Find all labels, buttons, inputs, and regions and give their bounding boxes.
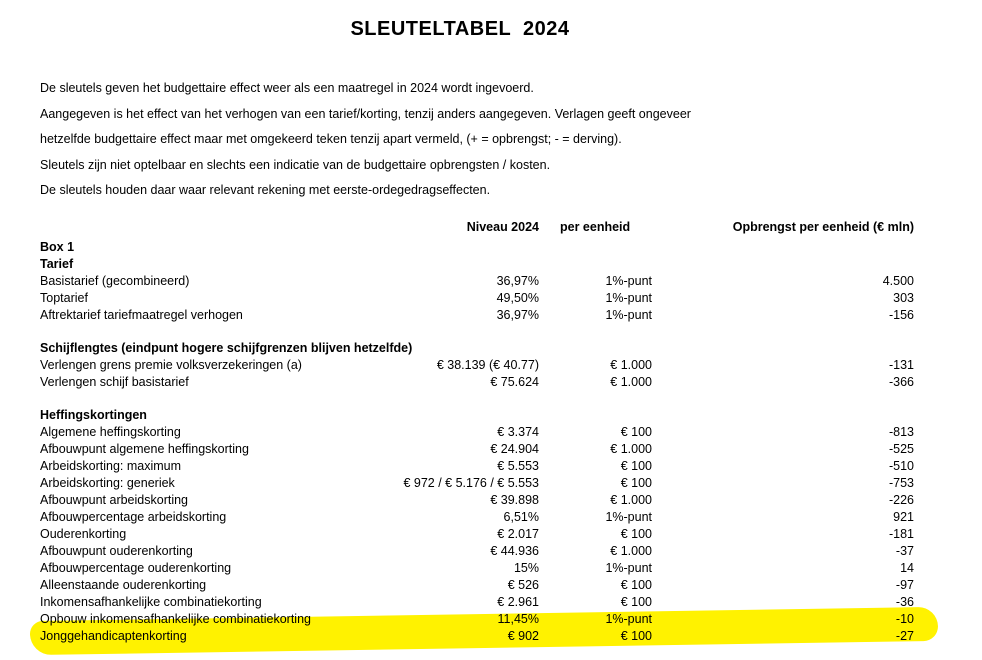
intro-line: De sleutels houden daar waar relevant rekening met eerste-ordegedragseffecten. [40,183,491,198]
row-eenheid: 1%-punt [605,561,652,575]
row-niveau: € 3.374 [497,425,539,439]
row-eenheid: € 1.000 [610,544,652,558]
table-row [0,509,982,526]
table-row [0,424,982,441]
row-eenheid: € 100 [620,476,652,490]
intro-text [40,76,920,204]
table-row [0,492,982,509]
row-niveau: 36,97% [496,274,539,288]
table-row [0,526,982,543]
column-header-eenheid: per eenheid [560,220,631,234]
row-eenheid: € 100 [620,578,652,592]
table-row [0,611,982,628]
row-niveau: 11,45% [497,612,539,626]
row-niveau: € 902 [507,629,539,643]
row-eenheid: € 100 [620,595,652,609]
row-eenheid: € 100 [620,629,652,643]
row-label: Basistarief (gecombineerd) [40,274,190,288]
row-opbrengst: -525 [888,442,914,456]
table-row [0,560,982,577]
row-eenheid: € 1.000 [610,442,652,456]
section-heading [0,239,982,256]
intro-line: hetzelfde budgettaire effect maar met omgekeerd teken tenzij apart vermeld, (+ = opbrengst; - = derving). [40,132,622,147]
intro-line: Aangegeven is het effect van het verhogen van een tarief/korting, tenzij anders aangegeven. Verlagen geeft ongeveer [40,106,691,121]
table-row [0,458,982,475]
row-label: Afbouwpunt ouderenkorting [40,544,193,558]
row-opbrengst: 921 [893,510,914,524]
row-opbrengst: -27 [895,629,914,643]
row-niveau: € 75.624 [490,375,539,389]
row-label: Ouderenkorting [40,527,127,541]
row-eenheid: 1%-punt [605,291,652,305]
key-table [0,219,982,645]
table-row [0,441,982,458]
row-label: Jonggehandicaptenkorting [40,629,187,643]
row-opbrengst: -510 [888,459,914,473]
row-opbrengst: 4.500 [882,274,914,288]
section-heading [0,340,982,357]
row-label: Verlengen schijf basistarief [40,375,189,389]
row-eenheid: € 1.000 [610,358,652,372]
row-label: Arbeidskorting: maximum [40,459,182,473]
row-niveau: € 24.904 [490,442,539,456]
intro-line: De sleutels geven het budgettaire effect weer als een maatregel in 2024 wordt ingevoerd. [40,81,534,95]
row-label: Alleenstaande ouderenkorting [40,578,207,592]
row-eenheid: 1%-punt [605,274,652,288]
row-eenheid: € 1.000 [610,493,652,507]
row-opbrengst: 303 [893,291,914,305]
row-opbrengst: -156 [888,308,914,322]
tarief-rows [0,273,982,324]
row-label: Afbouwpunt algemene heffingskorting [40,442,249,456]
table-row [0,290,982,307]
row-opbrengst: 14 [900,561,914,575]
row-niveau: € 39.898 [490,493,539,507]
heffing-rows [0,424,982,645]
row-opbrengst: -753 [888,476,914,490]
table-row [0,543,982,560]
row-eenheid: € 100 [620,527,652,541]
section-heading [0,256,982,273]
row-niveau: € 2.961 [497,595,539,609]
table-row [0,357,982,374]
row-label: Verlengen grens premie volksverzekeringen (a) [40,358,302,372]
row-niveau: 15% [513,561,539,575]
section-heading-tarief: Tarief [40,257,74,271]
row-niveau: 6,51% [503,510,539,524]
section-heading-heffingskortingen: Heffingskortingen [40,408,147,422]
row-niveau: 49,50% [496,291,539,305]
row-label: Arbeidskorting: generiek [40,476,175,490]
section-heading-schijflengtes: Schijflengtes (eindpunt hogere schijfgrenzen blijven hetzelfde) [40,341,413,355]
row-label: Toptarief [40,291,88,305]
row-eenheid: 1%-punt [605,510,652,524]
table-header-row [0,219,982,239]
schijf-rows [0,357,982,391]
table-row [0,273,982,290]
table-row [0,307,982,324]
spacer [0,391,982,407]
spacer [0,324,982,340]
table-row [0,374,982,391]
row-opbrengst: -37 [895,544,914,558]
row-niveau: € 38.139 (€ 40.77) [436,358,539,372]
section-heading-box1: Box 1 [40,240,75,254]
row-eenheid: € 100 [620,459,652,473]
row-opbrengst: -813 [888,425,914,439]
table-row [0,628,982,645]
row-label: Inkomensafhankelijke combinatiekorting [40,595,262,609]
row-label: Aftrektarief tariefmaatregel verhogen [40,308,243,322]
row-opbrengst: -226 [888,493,914,507]
row-eenheid: € 100 [620,425,652,439]
row-label: Afbouwpunt arbeidskorting [40,493,189,507]
row-niveau: 36,97% [496,308,539,322]
row-label: Afbouwpercentage arbeidskorting [40,510,227,524]
row-opbrengst: -36 [895,595,914,609]
row-eenheid: 1%-punt [605,308,652,322]
table-row [0,594,982,611]
table-row [0,577,982,594]
row-niveau: € 44.936 [490,544,539,558]
column-header-opbrengst: Opbrengst per eenheid (€ mln) [732,220,914,234]
column-header-niveau: Niveau 2024 [466,220,539,234]
row-opbrengst: -181 [888,527,914,541]
table-row [0,475,982,492]
page-title: SLEUTELTABEL 2024 [350,18,570,40]
row-eenheid: € 1.000 [610,375,652,389]
row-label: Algemene heffingskorting [40,425,181,439]
row-opbrengst: -366 [888,375,914,389]
row-eenheid: 1%-punt [605,612,652,626]
row-label: Afbouwpercentage ouderenkorting [40,561,232,575]
row-opbrengst: -97 [895,578,914,592]
row-niveau: € 526 [507,578,539,592]
row-label: Opbouw inkomensafhankelijke combinatiekorting [40,612,311,626]
row-niveau: € 2.017 [497,527,539,541]
row-niveau: € 972 / € 5.176 / € 5.553 [403,476,539,490]
row-opbrengst: -10 [895,612,914,626]
row-niveau: € 5.553 [497,459,539,473]
section-heading [0,407,982,424]
row-opbrengst: -131 [888,358,914,372]
intro-line: Sleutels zijn niet optelbaar en slechts een indicatie van de budgettaire opbrengsten / kosten. [40,157,551,172]
